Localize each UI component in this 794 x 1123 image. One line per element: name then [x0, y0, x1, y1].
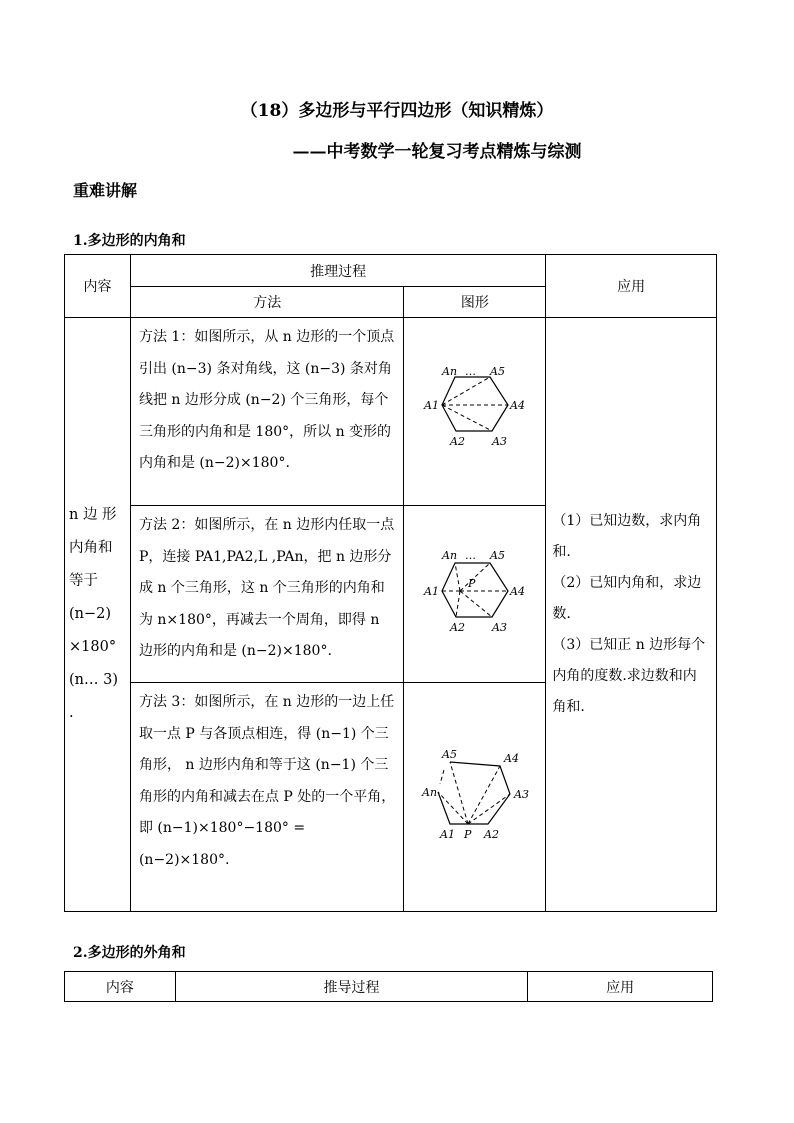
part2-heading: 2.多边形的外角和 — [73, 945, 186, 961]
content-line: 等于 — [69, 573, 98, 589]
polygon-diagonals-figure — [420, 365, 530, 455]
page-title: （18）多边形与平行四边形（知识精炼） — [240, 101, 554, 121]
method-2: 方法 2：如图所示，在 n 边形内任取一点 P，连接 PA1,PA2,L ,PAn，把 n 边形分成 n 个三角形，这 n 个三角形的内角和为 n×180°，再减去一个周角，即得 n 边形的内角和是 (n−2)×180°. — [130, 506, 403, 683]
header-content: 内容 — [65, 972, 176, 1002]
label-A2: A2 — [449, 620, 465, 634]
header-application: 应用 — [546, 255, 717, 318]
content-line: ×180° — [69, 639, 117, 655]
label-dots: … — [464, 364, 476, 378]
label-A3: A3 — [491, 434, 507, 448]
application-item: （3）已知正 n 边形每个内角的度数.求边数和内角和. — [552, 637, 706, 715]
label-An: An — [421, 785, 437, 799]
header-process: 推导过程 — [175, 972, 527, 1002]
content-line: (n… 3) — [69, 672, 118, 688]
label-A5: A5 — [489, 548, 505, 562]
label-A3: A3 — [513, 787, 529, 801]
content-cell — [65, 318, 131, 912]
label-A5: A5 — [489, 364, 505, 378]
application-cell — [546, 318, 717, 912]
label-A3: A3 — [491, 620, 507, 634]
header-content: 内容 — [65, 255, 131, 318]
content-line: n 边 形 — [69, 507, 117, 523]
label-P: P — [467, 576, 476, 590]
part1-heading: 1.多边形的内角和 — [73, 233, 186, 249]
method-1: 方法 1：如图所示，从 n 边形的一个顶点引出 (n−3) 条对角线，这 (n−3) 条对角线把 n 边形分成 (n−2) 个三角形，每个三角形的内角和是 180°，所以 n 变形的内角和是 (n−2)×180°. — [130, 318, 403, 506]
polygon-edge-point-figure — [420, 748, 530, 843]
page-subtitle: ——中考数学一轮复习考点精炼与综测 — [292, 142, 582, 162]
header-process: 推理过程 — [130, 255, 545, 287]
label-A4: A4 — [509, 584, 525, 598]
method-3: 方法 3：如图所示，在 n 边形的一边上任取一点 P 与各顶点相连，得 (n−1) 个三角形， n 边形内角和等于这 (n−1) 个三角形的内角和减去在点 P 处的一个平角，即 (n−1)×180°−180° = (n−2)×180°. — [130, 683, 403, 912]
label-A2: A2 — [449, 434, 465, 448]
figure-3 — [404, 683, 546, 912]
label-A4: A4 — [509, 398, 525, 412]
content-line: (n−2) — [69, 606, 112, 622]
label-A1: A1 — [423, 398, 439, 412]
exterior-angle-table — [64, 971, 713, 1002]
header-application: 应用 — [528, 972, 713, 1002]
application-item: （2）已知内角和，求边数. — [552, 575, 702, 622]
label-A4: A4 — [503, 751, 519, 765]
label-P: P — [463, 827, 472, 841]
label-An: An — [441, 364, 457, 378]
content-line: 内角和 — [69, 540, 113, 556]
polygon-interior-point-figure — [420, 545, 530, 640]
label-A5: A5 — [441, 747, 457, 761]
label-A1: A1 — [423, 584, 439, 598]
interior-angle-table — [64, 254, 717, 912]
header-method: 方法 — [130, 287, 403, 318]
figure-2 — [404, 506, 546, 683]
content-line: . — [69, 705, 74, 721]
figure-1 — [404, 318, 546, 506]
label-An: An — [441, 548, 457, 562]
label-dots: … — [464, 548, 476, 562]
section-heading: 重难讲解 — [73, 181, 138, 200]
application-item: （1）已知边数，求内角和. — [552, 513, 702, 560]
label-A2: A2 — [483, 827, 499, 841]
label-A1: A1 — [439, 827, 455, 841]
header-figure: 图形 — [404, 287, 546, 318]
